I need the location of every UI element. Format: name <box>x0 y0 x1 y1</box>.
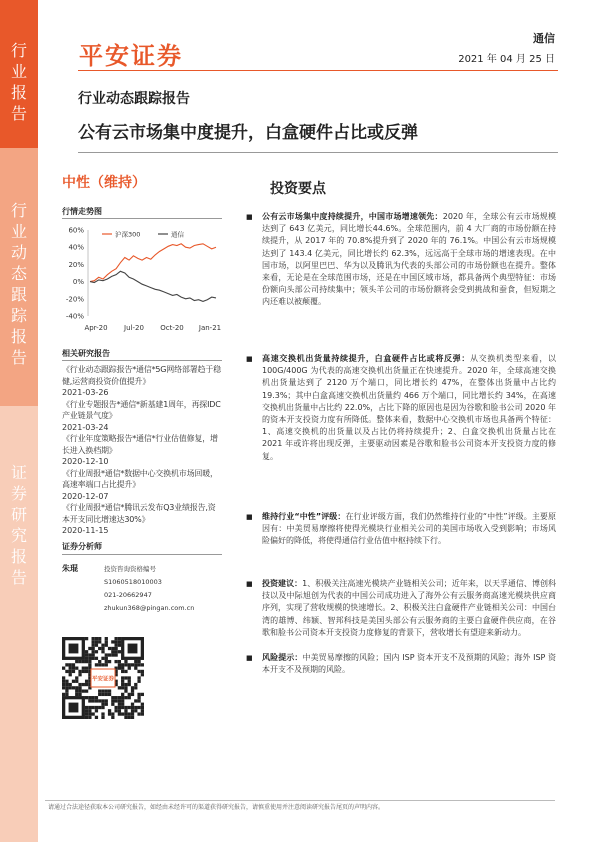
trend-rule <box>62 218 222 219</box>
series-line <box>90 244 216 282</box>
point-lead: 维持行业“中性”评级： <box>262 512 346 521</box>
qr-logo-text: 平安证券 <box>91 676 115 683</box>
sidebar-char: 报 <box>10 83 27 102</box>
point-body: 从交换机类型来看，以 100G/400G 为代表的高速交换机出货量正在快速提升。2020 年，全球高速交换机出货量达到了 2120 万个端口，同比增长约 47%，在整体出货量中占比约 19.3%；其中白盒高速交换机出货量约 466 万个端口，同比增长约 34%，在高速交换机出货量中占比约 22.0%，占比下降的原因也是因为谷歌和脸书公司 2020 年的资本开支投资力度有所降低。整体来看，数据中心交换机市场也具备两个特征：1、高速交换机的出货量以及占比仍将持续提升；2、白盒交换机出货量占比在 2021 年或许将出现反弹，主要驱动因素是谷歌和脸书公司资本开支投资力度的修复。 <box>262 354 556 461</box>
analyst-qualification: 投资咨询资格编号 <box>104 565 156 573</box>
sidebar-char: 报 <box>10 327 27 346</box>
title-rule <box>78 152 558 153</box>
report-date: 2021 年 04 月 25 日 <box>458 54 555 65</box>
x-tick-label: Jan-21 <box>198 324 222 332</box>
sidebar-char: 业 <box>10 62 27 81</box>
investment-highlights-heading: 投资要点 <box>270 181 326 197</box>
x-tick-label: Oct-20 <box>160 324 184 332</box>
sidebar-char: 跟 <box>10 285 27 304</box>
bullet-icon: ■ <box>246 355 253 363</box>
y-tick-label: 60% <box>68 226 84 235</box>
investment-point <box>262 578 556 639</box>
sidebar-char: 行 <box>10 41 27 60</box>
related-rule <box>62 360 222 361</box>
analyst-rule <box>62 554 222 555</box>
analyst-email[interactable]: zhukun368@pingan.com.cn <box>104 604 195 612</box>
related-report-title[interactable]: 《行业周报*通信*数据中心交换机市场回暖，高速率端口占比提升》 <box>62 468 218 489</box>
series-line <box>90 271 216 301</box>
related-report-title[interactable]: 《行业年度策略报告*通信*行业估值修复，增长进入换档期》 <box>62 434 218 455</box>
sidebar-label-industry-report <box>0 40 38 124</box>
analyst-heading: 证券分析师 <box>62 542 102 551</box>
qr-finder <box>121 637 144 660</box>
sidebar-char: 告 <box>10 104 27 123</box>
sidebar-char: 研 <box>10 505 27 524</box>
y-tick-label: 0% <box>72 278 84 287</box>
related-report-date: 2020-12-10 <box>62 457 109 466</box>
sidebar-char: 告 <box>10 348 27 367</box>
header-rule <box>78 70 558 71</box>
point-body: 2020 年，全球公有云市场规模达到了 643 亿美元，同比增长44.6%。全球范围内，前 4 大厂商的市场份额在持续提升，从 2017 年的 70.8%提升到了 2020 年的 76.1%。中国公有云市场规模达到了 143.4 亿美元，同比增长约 62.3%，远远高于全球市场的增速表现。在中国市场，以阿里巴巴、华为以及腾讯为代表的头部公司的市场份额也在提升。整体来看，无论是在全球范围市场，还是在中国区域市场，都具备两个典型特征：市场份额向头部公司持续集中；领头羊公司的市场份额将会受到挑战和蚕食，但短期之内还难以被颠覆。 <box>262 212 557 307</box>
investment-point <box>262 511 556 548</box>
related-report-date: 2020-12-07 <box>62 491 109 501</box>
sidebar-label-tracking-report <box>0 200 38 368</box>
analyst-info <box>104 563 194 615</box>
related-report-date: 2021-03-26 <box>62 388 109 397</box>
qr-finder <box>62 637 85 660</box>
bullet-icon: ■ <box>246 513 253 521</box>
related-report-date: 2021-03-24 <box>62 422 109 432</box>
x-tick-label: Apr-20 <box>84 324 108 332</box>
sidebar-char: 证 <box>10 463 27 482</box>
qr-code[interactable] <box>62 637 144 719</box>
related-list <box>62 364 222 537</box>
y-tick-label: 20% <box>68 260 84 269</box>
point-lead: 高速交换机出货量持续提升，白盒硬件占比或将反弹： <box>262 354 470 363</box>
sidebar-char: 报 <box>10 547 27 566</box>
related-report-title[interactable]: 《行业周报*通信*腾讯云发布Q3业绩报告,资本开支同比增速达30%》 <box>62 503 216 524</box>
y-tick-label: -20% <box>65 295 84 304</box>
trend-chart <box>62 224 222 336</box>
footer-rule <box>45 800 555 801</box>
sector-label: 通信 <box>533 32 555 45</box>
bullet-icon: ■ <box>246 654 253 662</box>
bullet-icon: ■ <box>246 213 253 221</box>
sidebar-char: 业 <box>10 222 27 241</box>
footer-disclaimer: 请通过合法途径获取本公司研究报告，如经由未经许可的渠道获得研究报告，请慎重使用并注意阅读研究报告尾页的声明内容。 <box>48 804 385 811</box>
x-tick-label: Jul-20 <box>124 324 144 332</box>
analyst-name: 朱琨 <box>62 564 78 573</box>
point-lead: 投资建议： <box>262 579 303 588</box>
point-body: 中美贸易摩擦的风险；国内 ISP 资本开支不及预期的风险；海外 ISP 资本开支不及预期的风险。 <box>262 653 557 675</box>
rating-label: 中性（维持） <box>62 175 146 191</box>
sidebar-char: 动 <box>10 243 27 262</box>
bullet-icon: ■ <box>246 580 253 588</box>
analyst-id: S1060518010003 <box>104 578 162 586</box>
point-lead: 风险提示： <box>262 653 303 662</box>
y-tick-label: -40% <box>65 312 84 321</box>
sidebar-char: 行 <box>10 201 27 220</box>
analyst-phone: 021-20662947 <box>104 591 152 599</box>
related-heading: 相关研究报告 <box>62 349 110 358</box>
related-report-title[interactable]: 《行业专题报告*通信*新基建1周年，再探IDC产业链景气度》 <box>62 399 221 420</box>
point-body: 在行业评级方面，我们仍然维持行业的“中性”评级。主要原因有：中美贸易摩擦将使得光模块行业相关公司的美国市场收入受到影响；市场风险偏好的降低，将使得通信行业估值中枢持续下行。 <box>262 512 556 546</box>
report-title: 公有云市场集中度提升，白盒硬件占比或反弹 <box>78 123 418 143</box>
company-logo: 平安证券 <box>79 42 183 70</box>
legend-label: 沪深300 <box>115 230 141 239</box>
trend-heading: 行情走势图 <box>62 207 102 216</box>
sidebar-char: 告 <box>10 568 27 587</box>
sidebar-char: 踪 <box>10 306 27 325</box>
sidebar-char: 态 <box>10 264 27 283</box>
related-report-date: 2020-11-15 <box>62 526 109 535</box>
sidebar-char: 券 <box>10 484 27 503</box>
report-type: 行业动态跟踪报告 <box>78 91 190 107</box>
legend-label: 通信 <box>171 230 184 239</box>
qr-finder <box>62 696 85 719</box>
investment-point <box>262 211 556 309</box>
investment-point <box>262 652 556 676</box>
point-body: 1、积极关注高速光模块产业链相关公司；近年来，以天孚通信、博创科技以及中际旭创为代表的中国公司成功进入了海外公有云服务商高速光模块供应商序列，实现了营收规模的快速增长。2、积极关注白盒硬件产业链相关公司：中国台湾的雄博、纬颖、智邦科技是美国头部公有云服务商的主要白盒硬件供应商，在谷歌和脸书公司资本开支投资力度修复的背景下，营收增长有望迎来新动力。 <box>262 579 557 637</box>
investment-point <box>262 353 556 463</box>
sidebar-label-research-report <box>0 462 38 588</box>
sidebar-char: 究 <box>10 526 27 545</box>
related-report-title[interactable]: 《行业动态跟踪报告*通信*5G网络部署趋于稳健,运营商投资价值提升》 <box>62 365 221 386</box>
y-tick-label: 40% <box>68 243 84 252</box>
point-lead: 公有云市场集中度持续提升，中国市场增速领先： <box>262 212 443 221</box>
